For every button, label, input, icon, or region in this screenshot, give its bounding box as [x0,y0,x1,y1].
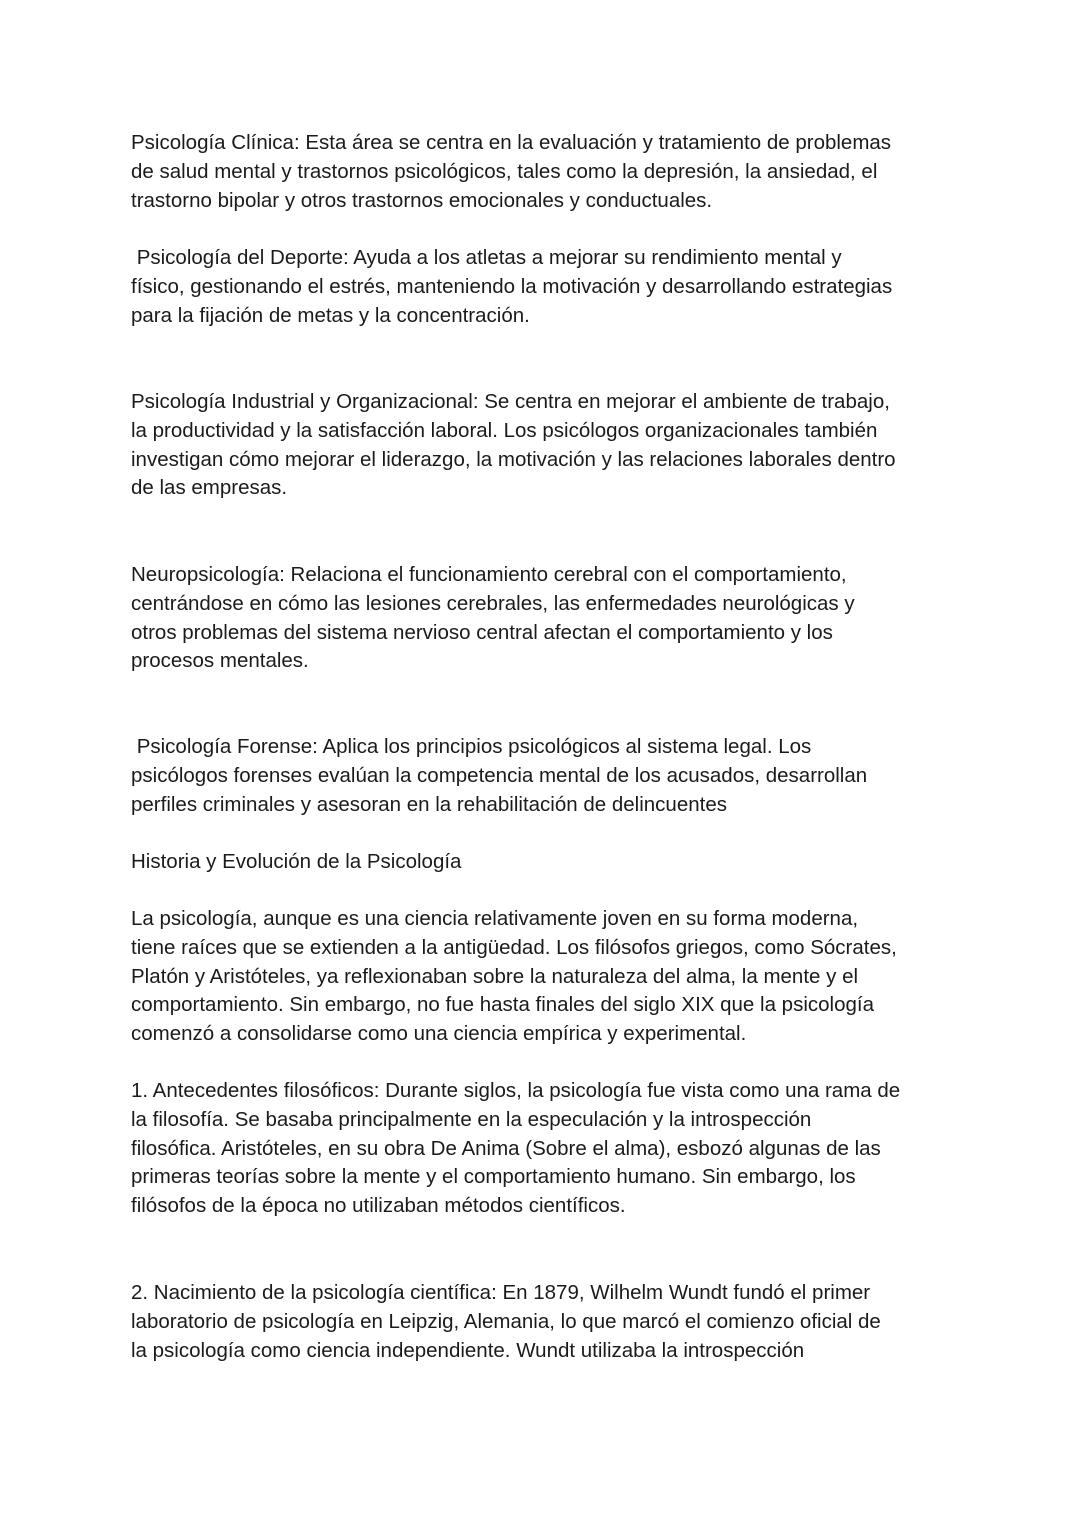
paragraph-psicologia-industrial: Psicología Industrial y Organizacional: Se centra en mejorar el ambiente de trabajo, la productividad y la satisfacción laboral. Los psicólogos organizacionales también investigan cómo mejorar el liderazgo, la motivación y las relaciones laborales dentro de las empresas. [131,390,896,500]
paragraph-nacimiento-psicologia-cientifica: 2. Nacimiento de la psicología científica: En 1879, Wilhelm Wundt fundó el primer laboratorio de psicología en Leipzig, Alemania, lo que marcó el comienzo oficial de la psicología como ciencia independiente. Wundt utilizaba la introspección [131,1281,881,1362]
paragraph-psicologia-deporte: Psicología del Deporte: Ayuda a los atletas a mejorar su rendimiento mental y físico, gestionando el estrés, manteniendo la motivación y desarrollando estrategias para la fijación de metas y la concentración. [131,246,893,327]
section-heading-historia: Historia y Evolución de la Psicología [131,850,462,873]
paragraph-historia-intro: La psicología, aunque es una ciencia relativamente joven en su forma moderna, tiene raíces que se extienden a la antigüedad. Los filósofos griegos, como Sócrates, Platón y Aristóteles, ya reflexionaban sobre la naturaleza del alma, la mente y el comportamiento. Sin embargo, no fue hasta finales del siglo XIX que la psicología comenzó a consolidarse como una ciencia empírica y experimental. [131,907,897,1046]
paragraph-antecedentes-filosoficos: 1. Antecedentes filosóficos: Durante siglos, la psicología fue vista como una rama de la filosofía. Se basaba principalmente en la especulación y la introspección filosófica. Aristóteles, en su obra De Anima (Sobre el alma), esbozó algunas de las primeras teorías sobre la mente y el comportamiento humano. Sin embargo, los filósofos de la época no utilizaban métodos científicos. [131,1079,901,1218]
paragraph-psicologia-forense: Psicología Forense: Aplica los principios psicológicos al sistema legal. Los psicólogos forenses evalúan la competencia mental de los acusados, desarrollan perfiles criminales y asesoran en la rehabilitación de delincuentes [131,735,868,816]
paragraph-psicologia-clinica: Psicología Clínica: Esta área se centra en la evaluación y tratamiento de problemas de salud mental y trastornos psicológicos, tales como la depresión, la ansiedad, el trastorno bipolar y otros trastornos emocionales y conductuales. [131,131,892,212]
paragraph-neuropsicologia: Neuropsicología: Relaciona el funcionamiento cerebral con el comportamiento, centrándose en cómo las lesiones cerebrales, las enfermedades neurológicas y otros problemas del sistema nervioso central afectan el comportamiento y los procesos mentales. [131,563,855,673]
